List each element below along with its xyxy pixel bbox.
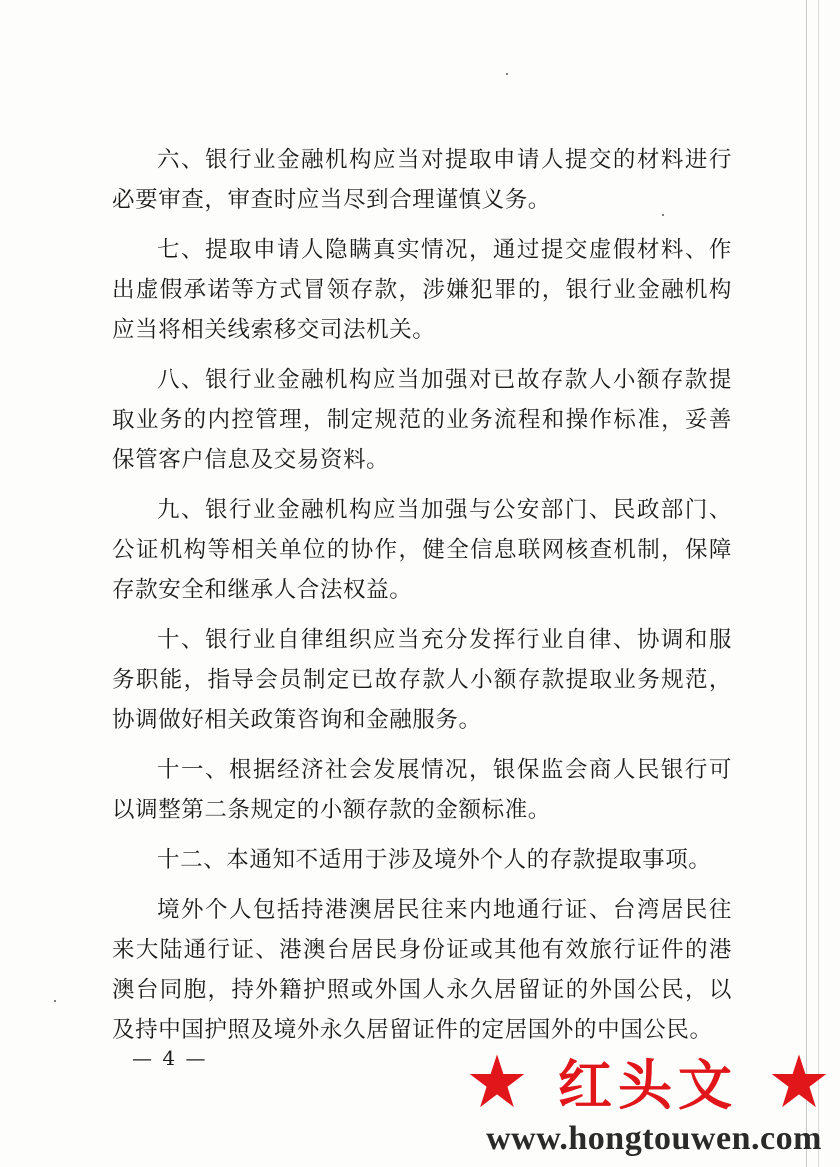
page-number: — 4 — [132, 1046, 208, 1070]
watermark-banner [468, 1048, 828, 1117]
paragraph-foreign-individuals: 境外个人包括持港澳居民往来内地通行证、台湾居民往来大陆通行证、港澳台居民身份证或其他有效旅行证件的港澳台同胞，持外籍护照或外国人永久居留证的外国公民，以及持中国护照及境外永久居留证件的定居国外的中国公民。 [112, 897, 732, 1043]
paragraph-nine: 九、银行业金融机构应当加强与公安部门、民政部门、公证机构等相关单位的协作，健全信息联网核查机制，保障存款安全和继承人合法权益。 [112, 497, 732, 603]
scan-speck [506, 73, 508, 75]
paragraph-twelve: 十二、本通知不适用于涉及境外个人的存款提取事项。 [157, 847, 712, 873]
star-icon [468, 1052, 526, 1110]
paragraph-seven: 七、提取申请人隐瞒真实情况，通过提交虚假材料、作出虚假承诺等方式冒领存款，涉嫌犯罪的，银行业金融机构应当将相关线索移交司法机关。 [112, 237, 732, 343]
paragraph-ten: 十、银行业自律组织应当充分发挥行业自律、协调和服务职能，指导会员制定已故存款人小额存款提取业务规范，协调做好相关政策咨询和金融服务。 [112, 627, 732, 733]
paragraph-eight: 八、银行业金融机构应当加强对已故存款人小额存款提取业务的内控管理，制定规范的业务流程和操作标准，妥善保管客户信息及交易资料。 [112, 367, 732, 473]
document-body [112, 140, 732, 1060]
watermark-title: 红头文 [558, 1052, 738, 1117]
scan-speck [54, 1000, 56, 1002]
star-icon [770, 1052, 828, 1110]
paragraph-six: 六、银行业金融机构应当对提取申请人提交的材料进行必要审查，审查时应当尽到合理谨慎义务。 [112, 147, 732, 213]
paragraph-eleven: 十一、根据经济社会发展情况，银保监会商人民银行可以调整第二条规定的小额存款的金额标准。 [112, 757, 732, 823]
scan-edge-line [818, 0, 819, 1167]
watermark-url: www.hongtouwen.com [486, 1120, 822, 1157]
scan-edge-line [806, 0, 807, 1167]
